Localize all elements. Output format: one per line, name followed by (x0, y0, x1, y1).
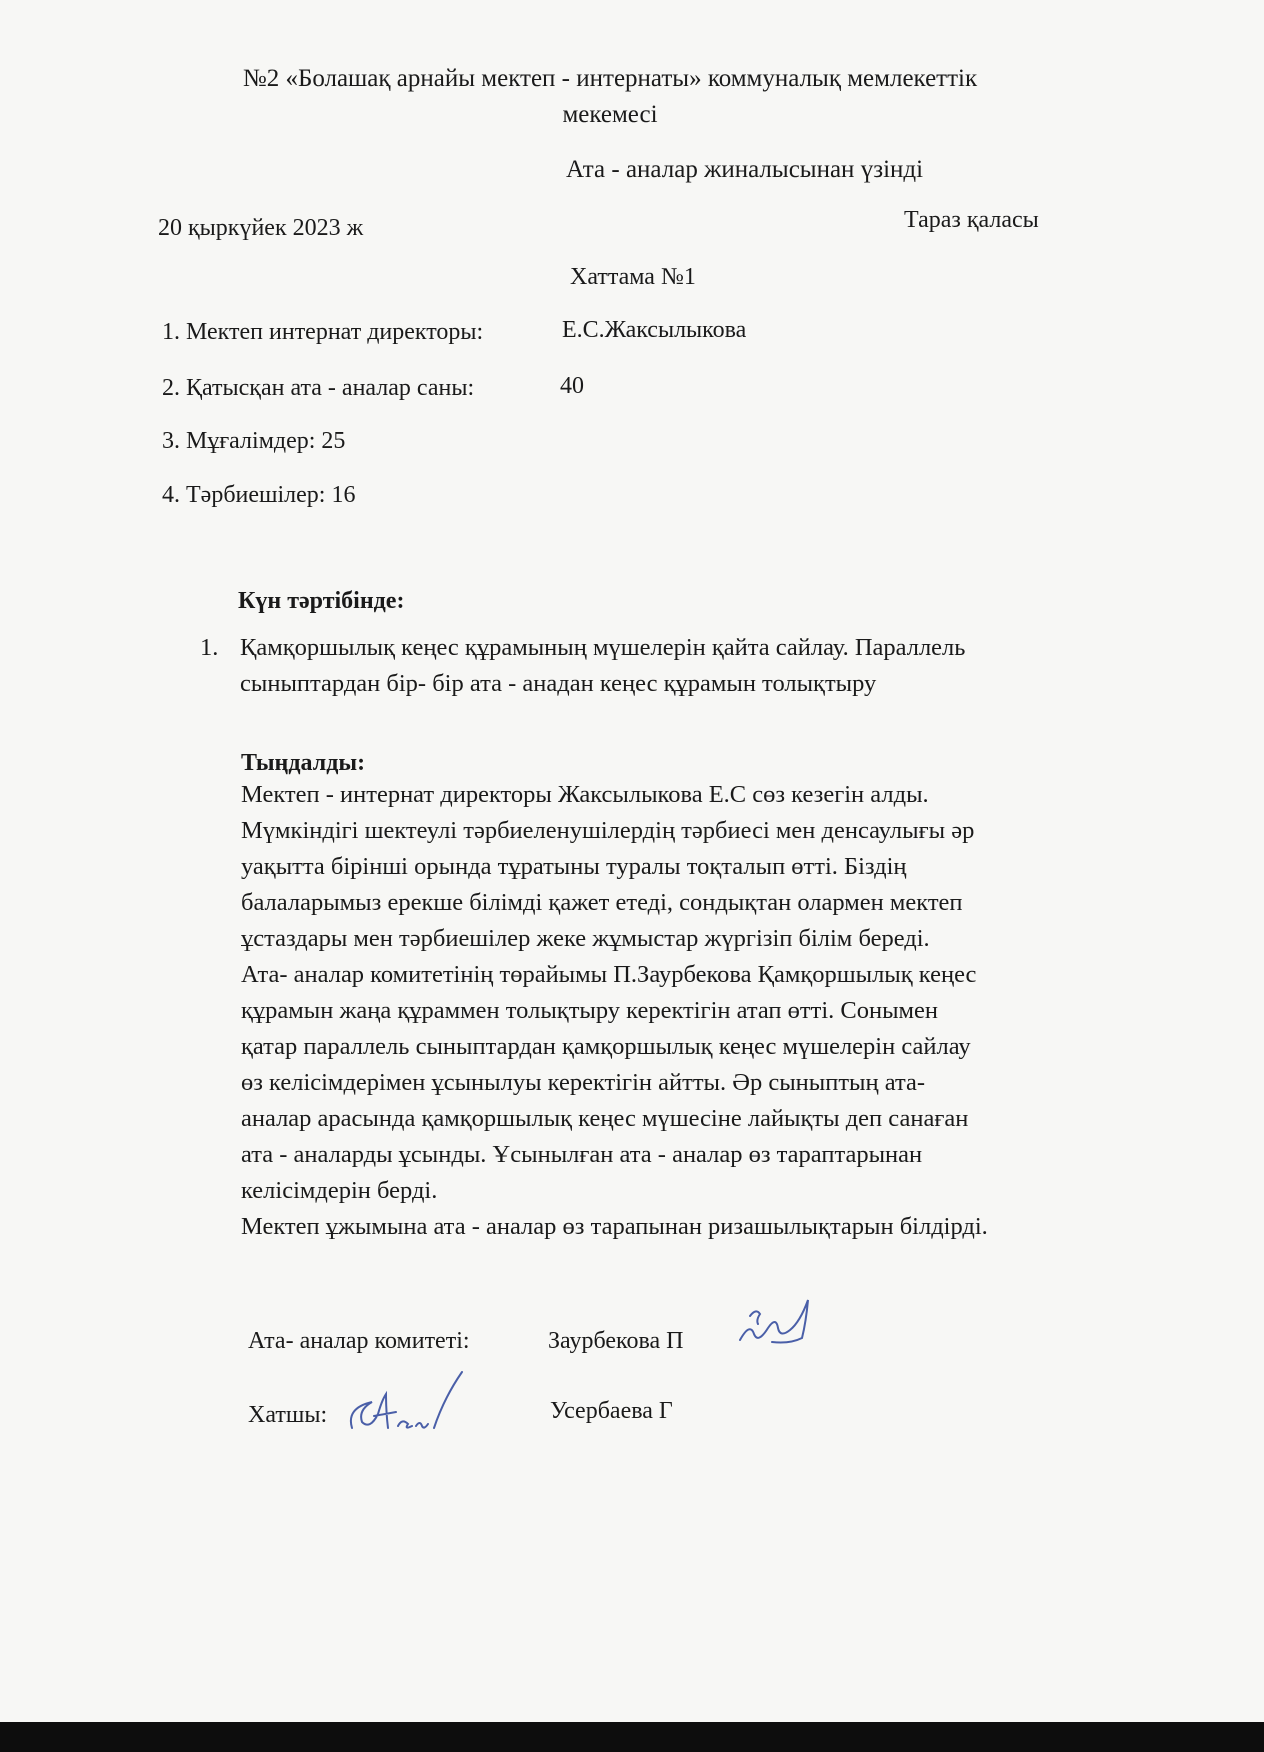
secretary-signature (346, 1368, 476, 1440)
protocol-number: Хаттама №1 (570, 264, 696, 290)
document-city: Тараз қаласы (904, 207, 1039, 233)
heard-line: құрамын жаңа құраммен толықтыру керектігін атап өтті. Сонымен (241, 997, 939, 1024)
heard-line: балаларымыз ерекше білімді қажет етеді, сондықтан олармен мектеп (241, 889, 963, 916)
document-date: 20 қыркүйек 2023 ж (158, 215, 364, 241)
attendance-label-4: 4. Тәрбиешілер: 16 (162, 482, 356, 508)
secretary-label: Хатшы: (248, 1402, 328, 1428)
heard-line: ата - аналарды ұсынды. Ұсынылған ата - аналар өз тараптарынан (241, 1141, 923, 1168)
heard-line: келісімдерін берді. (241, 1177, 438, 1204)
heard-line: қатар параллель сыныптардан қамқоршылық кеңес мүшелерін сайлау (241, 1033, 971, 1060)
committee-signature (730, 1296, 820, 1358)
attendance-label-1: 1. Мектеп интернат директоры: (162, 319, 484, 345)
heard-paragraph (241, 777, 988, 1245)
heard-line: Мектеп - интернат директоры Жаксылыкова Е.С сөз кезегін алды. (241, 781, 929, 808)
document-subtitle: Ата - аналар жиналысынан үзінді (566, 156, 924, 183)
heard-heading: Тыңдалды: (241, 750, 366, 776)
committee-label: Ата- аналар комитеті: (248, 1328, 470, 1354)
heard-line: Ата- аналар комитетінің төрайымы П.Заурбекова Қамқоршылық кеңес (241, 961, 977, 988)
heard-line: ұстаздары мен тәрбиешілер жеке жұмыстар жүргізіп білім береді. (241, 925, 930, 952)
agenda-item-line1: Қамқоршылық кеңес құрамының мүшелерін қайта сайлау. Параллель (240, 634, 966, 661)
heard-line: уақытта бірінші орында тұратыны туралы тоқталып өтті. Біздің (241, 853, 907, 880)
attendance-value-1: Е.С.Жаксылыкова (562, 317, 747, 343)
heard-line: өз келісімдерімен ұсынылуы керектігін айтты. Әр сыныптың ата- (241, 1069, 926, 1096)
committee-name: Заурбекова П (548, 1328, 684, 1354)
secretary-name: Усербаева Г (550, 1398, 673, 1424)
scan-bottom-edge (0, 1722, 1264, 1752)
agenda-item-line2: сыныптардан бір- бір ата - анадан кеңес құрамын толықтыру (240, 670, 877, 697)
attendance-value-2: 40 (560, 373, 584, 399)
attendance-label-3: 3. Мұғалімдер: 25 (162, 428, 346, 454)
heard-line: Мектеп ұжымына ата - аналар өз тарапынан ризашылықтарын білдірді. (241, 1213, 988, 1240)
institution-title-line2: мекемесі (562, 101, 658, 128)
heard-line: Мүмкіндігі шектеулі тәрбиеленушілердің тәрбиесі мен денсаулығы әр (241, 817, 975, 844)
attendance-label-2: 2. Қатысқан ата - аналар саны: (162, 375, 475, 401)
agenda-item-number: 1. (200, 634, 219, 661)
heard-line: аналар арасында қамқоршылық кеңес мүшесіне лайықты деп санаған (241, 1105, 969, 1132)
agenda-heading: Күн тәртібінде: (238, 588, 405, 614)
institution-title-line1: №2 «Болашақ арнайы мектеп - интернаты» коммуналық мемлекеттік (242, 65, 978, 92)
